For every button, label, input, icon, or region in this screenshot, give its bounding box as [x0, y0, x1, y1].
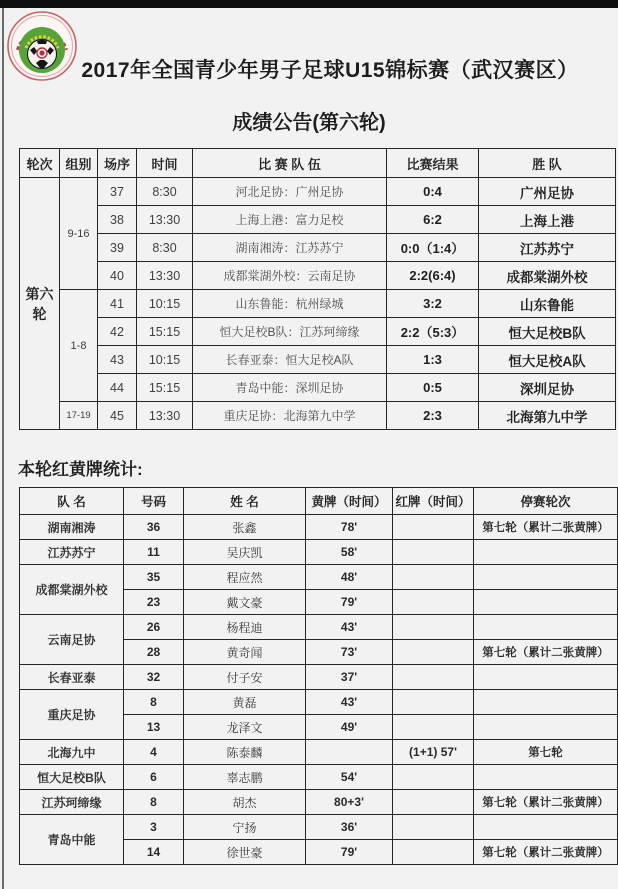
- card-yellow-time: 43': [306, 615, 393, 640]
- card-number: 35: [124, 565, 184, 590]
- card-team: 青岛中能: [20, 815, 124, 865]
- match-row: [20, 402, 616, 430]
- card-number: 36: [124, 515, 184, 540]
- card-red-time: [393, 665, 474, 690]
- card-number: 11: [124, 540, 184, 565]
- match-no: 38: [98, 206, 137, 234]
- cards-header-row: [20, 488, 618, 515]
- match-time: 8:30: [137, 234, 193, 262]
- card-row: [20, 665, 618, 690]
- match-result: 6:2: [387, 206, 479, 234]
- results-header-row: [20, 149, 616, 178]
- match-time: 10:15: [137, 346, 193, 374]
- match-row: [20, 178, 616, 206]
- card-yellow-time: 78': [306, 515, 393, 540]
- card-red-time: [393, 840, 474, 865]
- card-yellow-time: 37': [306, 665, 393, 690]
- card-suspension: 第七轮（累计二张黄牌）: [474, 840, 618, 865]
- card-team: 成都棠湖外校: [20, 565, 124, 615]
- match-result: 0:4: [387, 178, 479, 206]
- match-no: 44: [98, 374, 137, 402]
- card-row: [20, 740, 618, 765]
- card-yellow-time: 79': [306, 840, 393, 865]
- match-winner: 深圳足协: [479, 374, 616, 402]
- match-teams: 河北足协：广州足协: [193, 178, 387, 206]
- col-header-yellow: 黄牌（时间）: [306, 488, 393, 515]
- card-row: [20, 565, 618, 590]
- match-teams: 青岛中能：深圳足协: [193, 374, 387, 402]
- match-teams: 成都棠湖外校：云南足协: [193, 262, 387, 290]
- card-suspension: 第七轮（累计二张黄牌）: [474, 790, 618, 815]
- card-red-time: [393, 715, 474, 740]
- card-row: [20, 615, 618, 640]
- card-team: 恒大足校B队: [20, 765, 124, 790]
- card-red-time: [393, 540, 474, 565]
- card-red-time: [393, 590, 474, 615]
- card-number: 14: [124, 840, 184, 865]
- card-suspension: [474, 815, 618, 840]
- match-row: [20, 374, 616, 402]
- col-header-team: 队 名: [20, 488, 124, 515]
- top-black-bar: [0, 0, 618, 8]
- card-yellow-time: 43': [306, 690, 393, 715]
- match-result: 3:2: [387, 290, 479, 318]
- match-time: 8:30: [137, 178, 193, 206]
- col-header-round: 轮次: [20, 149, 60, 178]
- card-yellow-time: 54': [306, 765, 393, 790]
- col-header-winner: 胜 队: [479, 149, 616, 178]
- col-header-group: 组别: [60, 149, 98, 178]
- card-number: 6: [124, 765, 184, 790]
- card-player: 吴庆凯: [184, 540, 306, 565]
- card-player: 陈泰麟: [184, 740, 306, 765]
- card-team: 湖南湘涛: [20, 515, 124, 540]
- match-winner: 江苏苏宁: [479, 234, 616, 262]
- match-row: [20, 206, 616, 234]
- card-team: 长春亚泰: [20, 665, 124, 690]
- group-cell: 9-16: [60, 178, 98, 290]
- card-red-time: [393, 690, 474, 715]
- card-number: 4: [124, 740, 184, 765]
- match-winner: 山东鲁能: [479, 290, 616, 318]
- card-row: [20, 515, 618, 540]
- match-result: 0:5: [387, 374, 479, 402]
- card-team: 江苏苏宁: [20, 540, 124, 565]
- match-result: 1:3: [387, 346, 479, 374]
- card-row: [20, 790, 618, 815]
- match-no: 39: [98, 234, 137, 262]
- card-row: [20, 815, 618, 840]
- match-winner: 恒大足校B队: [479, 318, 616, 346]
- match-no: 40: [98, 262, 137, 290]
- card-team: 云南足协: [20, 615, 124, 665]
- card-number: 8: [124, 790, 184, 815]
- match-time: 10:15: [137, 290, 193, 318]
- col-header-suspension: 停赛轮次: [474, 488, 618, 515]
- card-yellow-time: [306, 740, 393, 765]
- card-suspension: [474, 565, 618, 590]
- match-winner: 成都棠湖外校: [479, 262, 616, 290]
- match-no: 43: [98, 346, 137, 374]
- match-teams: 重庆足协：北海第九中学: [193, 402, 387, 430]
- col-header-time: 时间: [137, 149, 193, 178]
- match-teams: 山东鲁能：杭州绿城: [193, 290, 387, 318]
- card-player: 龙泽文: [184, 715, 306, 740]
- card-team: 北海九中: [20, 740, 124, 765]
- card-yellow-time: 49': [306, 715, 393, 740]
- match-no: 37: [98, 178, 137, 206]
- match-result: 2:2（5:3）: [387, 318, 479, 346]
- card-suspension: [474, 665, 618, 690]
- page-subtitle: 成绩公告(第六轮): [232, 112, 386, 134]
- col-header-number: 号码: [124, 488, 184, 515]
- match-no: 42: [98, 318, 137, 346]
- card-yellow-time: 73': [306, 640, 393, 665]
- card-player: 黄磊: [184, 690, 306, 715]
- match-time: 15:15: [137, 374, 193, 402]
- card-suspension: [474, 540, 618, 565]
- card-team: 江苏珂缔缘: [20, 790, 124, 815]
- card-player: 杨程迪: [184, 615, 306, 640]
- match-time: 13:30: [137, 206, 193, 234]
- card-number: 23: [124, 590, 184, 615]
- match-result: 2:2(6:4): [387, 262, 479, 290]
- col-header-name: 姓 名: [184, 488, 306, 515]
- card-number: 28: [124, 640, 184, 665]
- card-suspension: [474, 690, 618, 715]
- match-teams: 恒大足校B队：江苏珂缔缘: [193, 318, 387, 346]
- card-red-time: [393, 615, 474, 640]
- card-number: 13: [124, 715, 184, 740]
- card-player: 胡杰: [184, 790, 306, 815]
- card-suspension: [474, 590, 618, 615]
- match-teams: 湖南湘涛：江苏苏宁: [193, 234, 387, 262]
- card-player: 付子安: [184, 665, 306, 690]
- card-player: 戴文豪: [184, 590, 306, 615]
- card-number: 3: [124, 815, 184, 840]
- match-winner: 北海第九中学: [479, 402, 616, 430]
- match-time: 13:30: [137, 402, 193, 430]
- match-time: 13:30: [137, 262, 193, 290]
- card-number: 26: [124, 615, 184, 640]
- card-red-time: [393, 515, 474, 540]
- card-row: [20, 690, 618, 715]
- card-player: 张鑫: [184, 515, 306, 540]
- cards-table: [19, 487, 618, 865]
- card-suspension: 第七轮: [474, 740, 618, 765]
- col-header-teams: 比 赛 队 伍: [193, 149, 387, 178]
- page-title: 2017年全国青少年男子足球U15锦标赛（武汉赛区）: [81, 59, 579, 82]
- card-yellow-time: 58': [306, 540, 393, 565]
- card-player: 程应然: [184, 565, 306, 590]
- group-cell: 17-19: [60, 402, 98, 430]
- card-number: 8: [124, 690, 184, 715]
- match-teams: 长春亚泰：恒大足校A队: [193, 346, 387, 374]
- match-row: [20, 318, 616, 346]
- card-suspension: [474, 715, 618, 740]
- card-player: 黄奇闻: [184, 640, 306, 665]
- card-red-time: [393, 565, 474, 590]
- card-player: 辜志鹏: [184, 765, 306, 790]
- card-red-time: [393, 815, 474, 840]
- match-no: 41: [98, 290, 137, 318]
- card-red-time: [393, 790, 474, 815]
- card-yellow-time: 80+3': [306, 790, 393, 815]
- results-table: [19, 148, 616, 430]
- match-winner: 上海上港: [479, 206, 616, 234]
- match-time: 15:15: [137, 318, 193, 346]
- card-red-time: (1+1) 57': [393, 740, 474, 765]
- group-cell: 1-8: [60, 290, 98, 402]
- card-player: 宁扬: [184, 815, 306, 840]
- card-number: 32: [124, 665, 184, 690]
- card-yellow-time: 36': [306, 815, 393, 840]
- left-edge-line: [2, 8, 4, 889]
- card-yellow-time: 79': [306, 590, 393, 615]
- card-team: 重庆足协: [20, 690, 124, 740]
- match-winner: 广州足协: [479, 178, 616, 206]
- col-header-match-no: 场序: [98, 149, 137, 178]
- card-suspension: 第七轮（累计二张黄牌）: [474, 640, 618, 665]
- col-header-red: 红牌（时间）: [393, 488, 474, 515]
- card-suspension: 第七轮（累计二张黄牌）: [474, 515, 618, 540]
- match-row: [20, 290, 616, 318]
- card-player: 徐世豪: [184, 840, 306, 865]
- col-header-result: 比赛结果: [387, 149, 479, 178]
- match-teams: 上海上港：富力足校: [193, 206, 387, 234]
- match-row: [20, 346, 616, 374]
- match-result: 2:3: [387, 402, 479, 430]
- card-red-time: [393, 640, 474, 665]
- match-row: [20, 262, 616, 290]
- card-suspension: [474, 615, 618, 640]
- round-label-cell: 第六轮: [20, 178, 60, 430]
- match-winner: 恒大足校A队: [479, 346, 616, 374]
- match-result: 0:0（1:4）: [387, 234, 479, 262]
- card-yellow-time: 48': [306, 565, 393, 590]
- card-row: [20, 765, 618, 790]
- card-row: [20, 540, 618, 565]
- card-red-time: [393, 765, 474, 790]
- match-no: 45: [98, 402, 137, 430]
- cards-section-heading: 本轮红黄牌统计:: [18, 460, 143, 479]
- card-suspension: [474, 765, 618, 790]
- match-row: [20, 234, 616, 262]
